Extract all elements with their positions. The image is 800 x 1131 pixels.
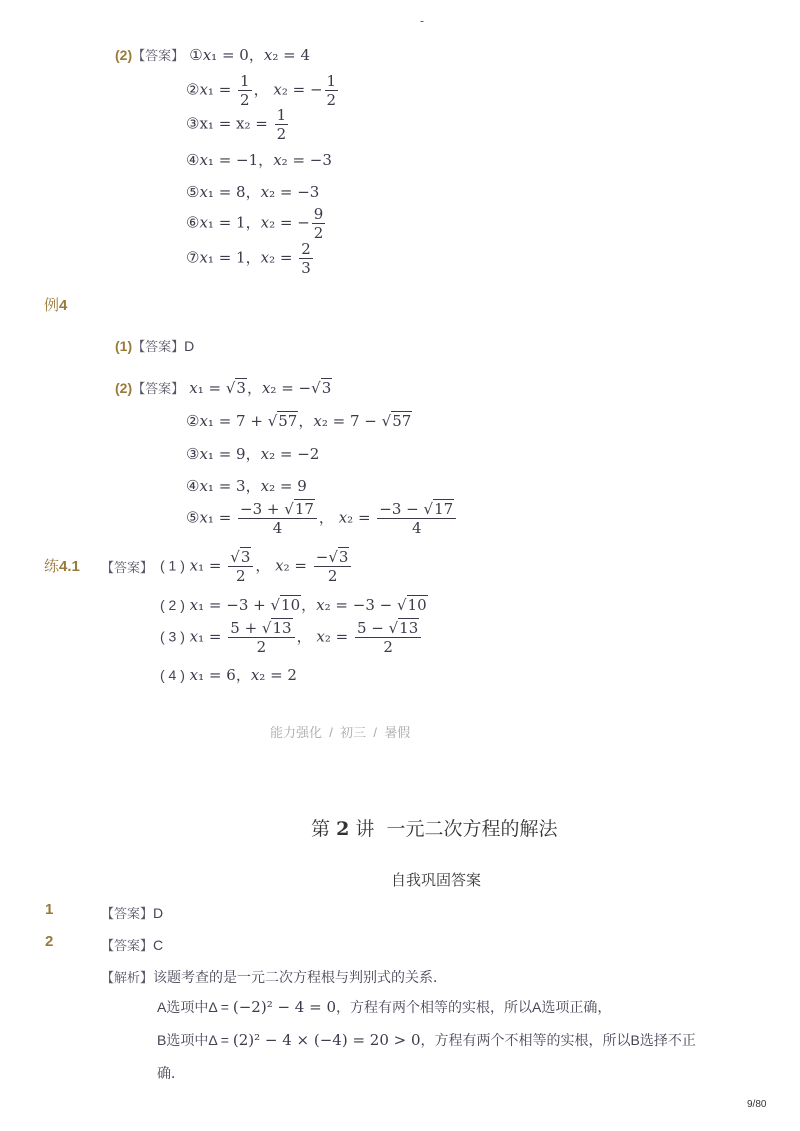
practice-4-1-heading: 练4.1 xyxy=(44,558,80,575)
prev-row-4: ④x₁ = −1，x₂ = −3 xyxy=(186,151,332,169)
practice-row-2: ( 2 ) x₁ = −3 + √10，x₂ = −3 − √10 xyxy=(160,596,427,614)
practice-row-1: ( 1 ) x₁ = $\frac{√3}{2}$ ， x₂ = $\frac{-√3}{2}$ xyxy=(160,548,353,585)
question-2-number: 2 xyxy=(45,933,54,950)
practice-row-3: ( 3 ) x₁ = $\frac{5 + √13}{2}$ ， x₂ = $\frac{5 - √13}{2}$ xyxy=(160,619,423,656)
question-2-answer: 【答案】C xyxy=(101,937,164,953)
example-4-row-3: ③x₁ = 9，x₂ = −2 xyxy=(186,445,320,463)
example-4-part-1: (1)【答案】D xyxy=(115,338,195,354)
answer-block-prev xyxy=(115,44,310,65)
example-4-heading: 例4 xyxy=(44,297,68,314)
prev-row-3: ③x₁ = x₂ = $\frac{1}{2}$ xyxy=(186,106,287,143)
example-4-row-4: ④x₁ = 3，x₂ = 9 xyxy=(186,477,307,495)
prev-row-6: ⑥x₁ = 1，x₂ = − $\frac{9}{2}$ xyxy=(186,205,324,242)
section-title: 自我巩固答案 xyxy=(391,871,482,889)
top-mark: - xyxy=(420,14,425,28)
part-label: (2) xyxy=(115,47,133,63)
page-number: 9/80 xyxy=(747,1099,767,1110)
analysis-option-b-continued: 确． xyxy=(157,1065,185,1081)
example-4-row-2: ②x₁ = 7 + √57，x₂ = 7 − √57 xyxy=(186,412,412,430)
analysis-option-b: B选项中Δ = (2)² − 4 × (−4) = 20 > 0，方程有两个不相等的实根，所以B选择不正 xyxy=(157,1031,696,1049)
lecture-title: 第 2 讲 一元二次方程的解法 xyxy=(311,818,558,840)
page-footer: 能力强化 / 初三 / 暑假 xyxy=(270,725,411,740)
practice-row-4: ( 4 ) x₁ = 6，x₂ = 2 xyxy=(160,666,297,684)
question-1-number: 1 xyxy=(45,901,54,918)
prev-row-1: ①x₁ = 0，x₂ = 4 xyxy=(189,46,310,64)
question-1-answer: 【答案】D xyxy=(101,905,164,921)
analysis-option-a: A选项中Δ = (−2)² − 4 = 0，方程有两个相等的实根，所以A选项正确， xyxy=(157,998,612,1016)
answer-tag: 【答案】 xyxy=(132,48,185,63)
prev-row-2: ②x₁ = $\frac{1}{2}$ ， x₂ = − $\frac{1}{2}$ xyxy=(186,72,337,109)
example-4-part-2: (2)【答案】 x₁ = √3，x₂ = −√3 xyxy=(115,379,332,397)
prev-row-7: ⑦x₁ = 1，x₂ = $\frac{2}{3}$ xyxy=(186,240,311,277)
example-4-row-5: ⑤x₁ = $\frac{-3 + √17}{4}$ ， x₂ = $\frac{-3 - √17}{4}$ xyxy=(186,500,458,537)
practice-answer-tag: 【答案】 xyxy=(101,560,154,575)
analysis-intro: 【解析】该题考查的是一元二次方程根与判别式的关系． xyxy=(101,969,448,985)
prev-row-5: ⑤x₁ = 8，x₂ = −3 xyxy=(186,183,320,201)
